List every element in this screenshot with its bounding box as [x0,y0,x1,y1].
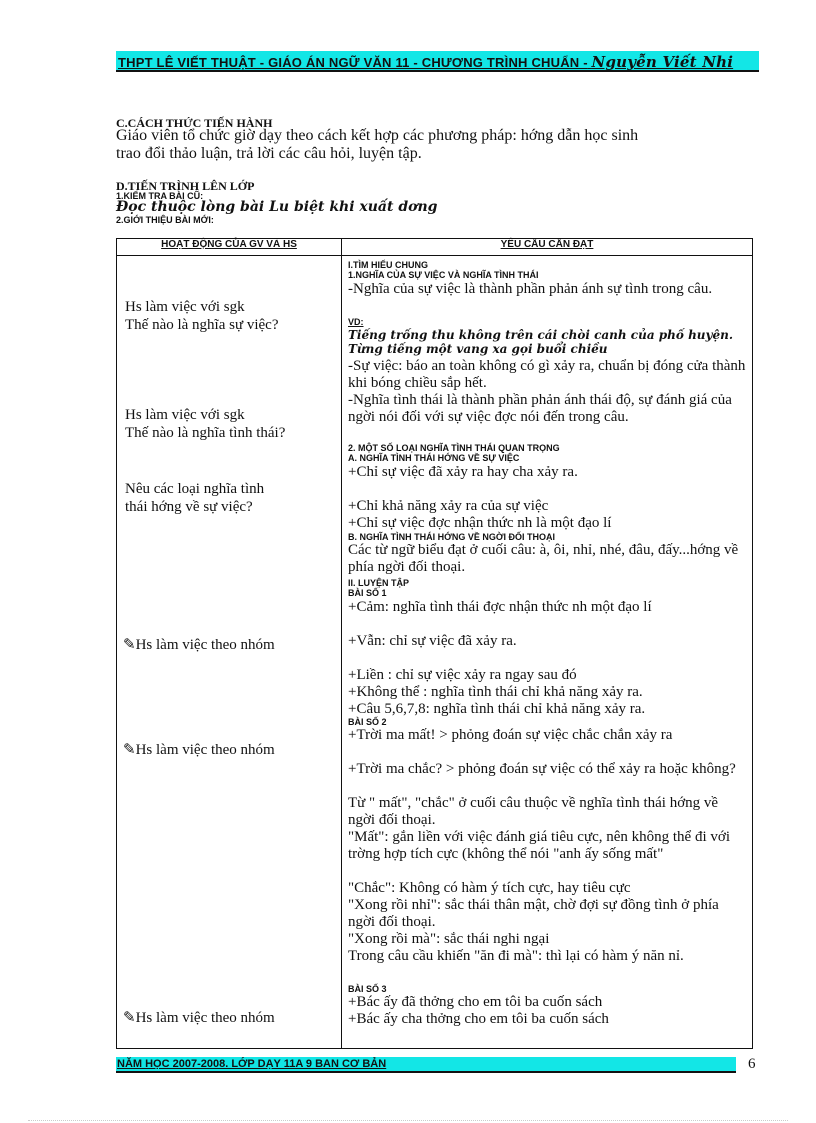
activity-cell [117,256,342,1049]
group-work-3: ✎Hs làm việc theo nhóm [123,1010,275,1026]
text-p10: +Liền : chỉ sự việc xảy ra ngay sau đó [348,667,577,683]
text-p11: +Không thể : nghĩa tình thái chỉ khả năng xảy ra. [348,684,643,700]
text-p9: +Vẫn: chỉ sự việc đã xảy ra. [348,633,517,649]
section-d-title: D.TIẾN TRÌNH LÊN LỚP [116,179,255,193]
activity-q3b: thái hớng về sự việc? [125,499,253,515]
example-text: Tiếng trống thu không trên cái chòi canh của phố huyện. Từng tiếng một vang xa gọi buổi chiều [348,328,734,356]
page-footer: NĂM HỌC 2007-2008. LỚP DẠY 11A 9 BAN CƠ BẢN [117,1058,387,1070]
activity-q3a: Nêu các loại nghĩa tình [125,481,265,497]
text-p1: -Nghĩa của sự việc là thành phần phản ánh sự tình trong câu. [348,281,713,297]
page-number: 6 [748,1056,756,1072]
pencil-icon: ✎ [123,742,136,758]
text-p21: +Bác ấy đã thởng cho em tôi ba cuốn sách [348,994,603,1010]
heading-modal-event: A. NGHĨA TÌNH THÁI HỚNG VỀ SỰ VIỆC [348,453,520,463]
col-requirement-header: YÊU CẦU CẦN ĐẠT [342,239,753,256]
header-title: THPT LÊ VIẾT THUẬT - GIÁO ÁN NGỮ VĂN 11 - CHƯƠNG TRÌNH CHUẨN - [118,55,588,70]
activity-q2b: Thế nào là nghĩa tình thái? [125,425,286,441]
text-p15: Từ " mất", "chắc" ở cuối câu thuộc về nghĩa tình thái hớng về ngời đối thoại. [348,795,719,828]
text-p6: +Chỉ sự việc đợc nhận thức nh là một đạo lí [348,515,612,531]
header-author: Nguyễn Viết Nhi [591,53,734,71]
text-p19: "Xong rồi mà": sắc thái nghi ngại [348,931,550,947]
text-p16: "Mất": gắn liền với việc đánh giá tiêu cực, nên không thể đi với trờng hợp tích cực (không thể nói "anh ấy sống mất" [348,829,730,862]
page-bottom-divider [28,1120,788,1121]
exercise-2-label: BÀI SỐ 2 [348,717,387,727]
requirement-cell [342,256,753,1049]
footer-underline [116,1071,736,1073]
lesson-table [116,238,753,1049]
heading-meaning: 1.NGHĨA CỦA SỰ VIỆC VÀ NGHĨA TÌNH THÁI [348,270,539,280]
text-p22: +Bác ấy cha thởng cho em tôi ba cuốn sách [348,1011,609,1027]
text-p2: -Sự việc: báo an toàn không có gì xảy ra, chuẩn bị đóng cửa thành khi bóng chiều sắp hết. [348,358,746,391]
new-lesson-intro: 2.GIỚI THIỆU BÀI MỚI: [116,215,214,225]
page-header [118,53,733,71]
table-row [117,256,753,1049]
text-p8: +Cảm: nghĩa tình thái đợc nhận thức nh một đạo lí [348,599,652,615]
text-p17: "Chắc": Không có hàm ý tích cực, hay tiêu cực [348,880,631,896]
text-p20: Trong câu cầu khiến "ăn đi mà": thì lại có hàm ý năn nỉ. [348,948,684,964]
text-p18: "Xong rồi nhỉ": sắc thái thân mật, chờ đợi sự đồng tình ở phía ngời đối thoại. [348,897,719,930]
group-work-2: ✎Hs làm việc theo nhóm [123,742,275,758]
heading-modal-types: 2. MỘT SỐ LOẠI NGHĨA TÌNH THÁI QUAN TRỌNG [348,443,560,453]
check-old-lesson-text: Đọc thuộc lòng bài Lu biệt khi xuất dơng [116,199,438,215]
exercise-1-label: BÀI SỐ 1 [348,588,387,598]
activity-q1a: Hs làm việc với sgk [125,299,245,315]
text-p13: +Trời ma mất! > phỏng đoán sự việc chắc chắn xảy ra [348,727,673,743]
table-header-row [117,239,753,256]
section-c-line2: trao đổi thảo luận, trả lời các câu hỏi, luyện tập. [116,145,422,162]
text-p14: +Trời ma chắc? > phỏng đoán sự việc có thể xảy ra hoặc không? [348,761,736,777]
group-work-1: ✎Hs làm việc theo nhóm [123,637,275,653]
heading-modal-listener: B. NGHĨA TÌNH THÁI HỚNG VỀ NGỜI ĐỐI THOẠI [348,532,556,542]
pencil-icon: ✎ [123,1010,136,1026]
exercise-3-label: BÀI SỐ 3 [348,984,387,994]
section-c-title: C.CÁCH THỨC TIẾN HÀNH [116,116,273,130]
text-p4: +Chỉ sự việc đã xảy ra hay cha xảy ra. [348,464,578,480]
text-p12: +Câu 5,6,7,8: nghĩa tình thái chỉ khả năng xảy ra. [348,701,646,717]
text-p5: +Chỉ khả năng xảy ra của sự việc [348,498,549,514]
col-activity-header: HOẠT ĐỘNG CỦA GV VÀ HS [117,239,342,256]
example-label: VD: [348,317,364,327]
activity-q1b: Thế nào là nghĩa sự việc? [125,317,279,333]
pencil-icon: ✎ [123,637,136,653]
section-c-line1: Giáo viên tổ chức giờ dạy theo cách kết hợp các phương pháp: hớng dẫn học sinh [116,127,639,144]
check-old-lesson: 1.KIỂM TRA BÀI CŨ: [116,191,204,201]
activity-q2a: Hs làm việc với sgk [125,407,245,423]
text-p3: -Nghĩa tình thái là thành phần phản ánh thái độ, sự đánh giá của ngời nói đối với sự việc đợc nói đến trong câu. [348,392,732,425]
heading-practice: II. LUYỆN TẬP [348,578,410,588]
heading-general: I.TÌM HIỂU CHUNG [348,260,428,270]
text-p7: Các từ ngữ biểu đạt ở cuối câu: à, ôi, nhỉ, nhé, đâu, đấy...hớng về phía ngời đối thoại. [348,542,739,575]
